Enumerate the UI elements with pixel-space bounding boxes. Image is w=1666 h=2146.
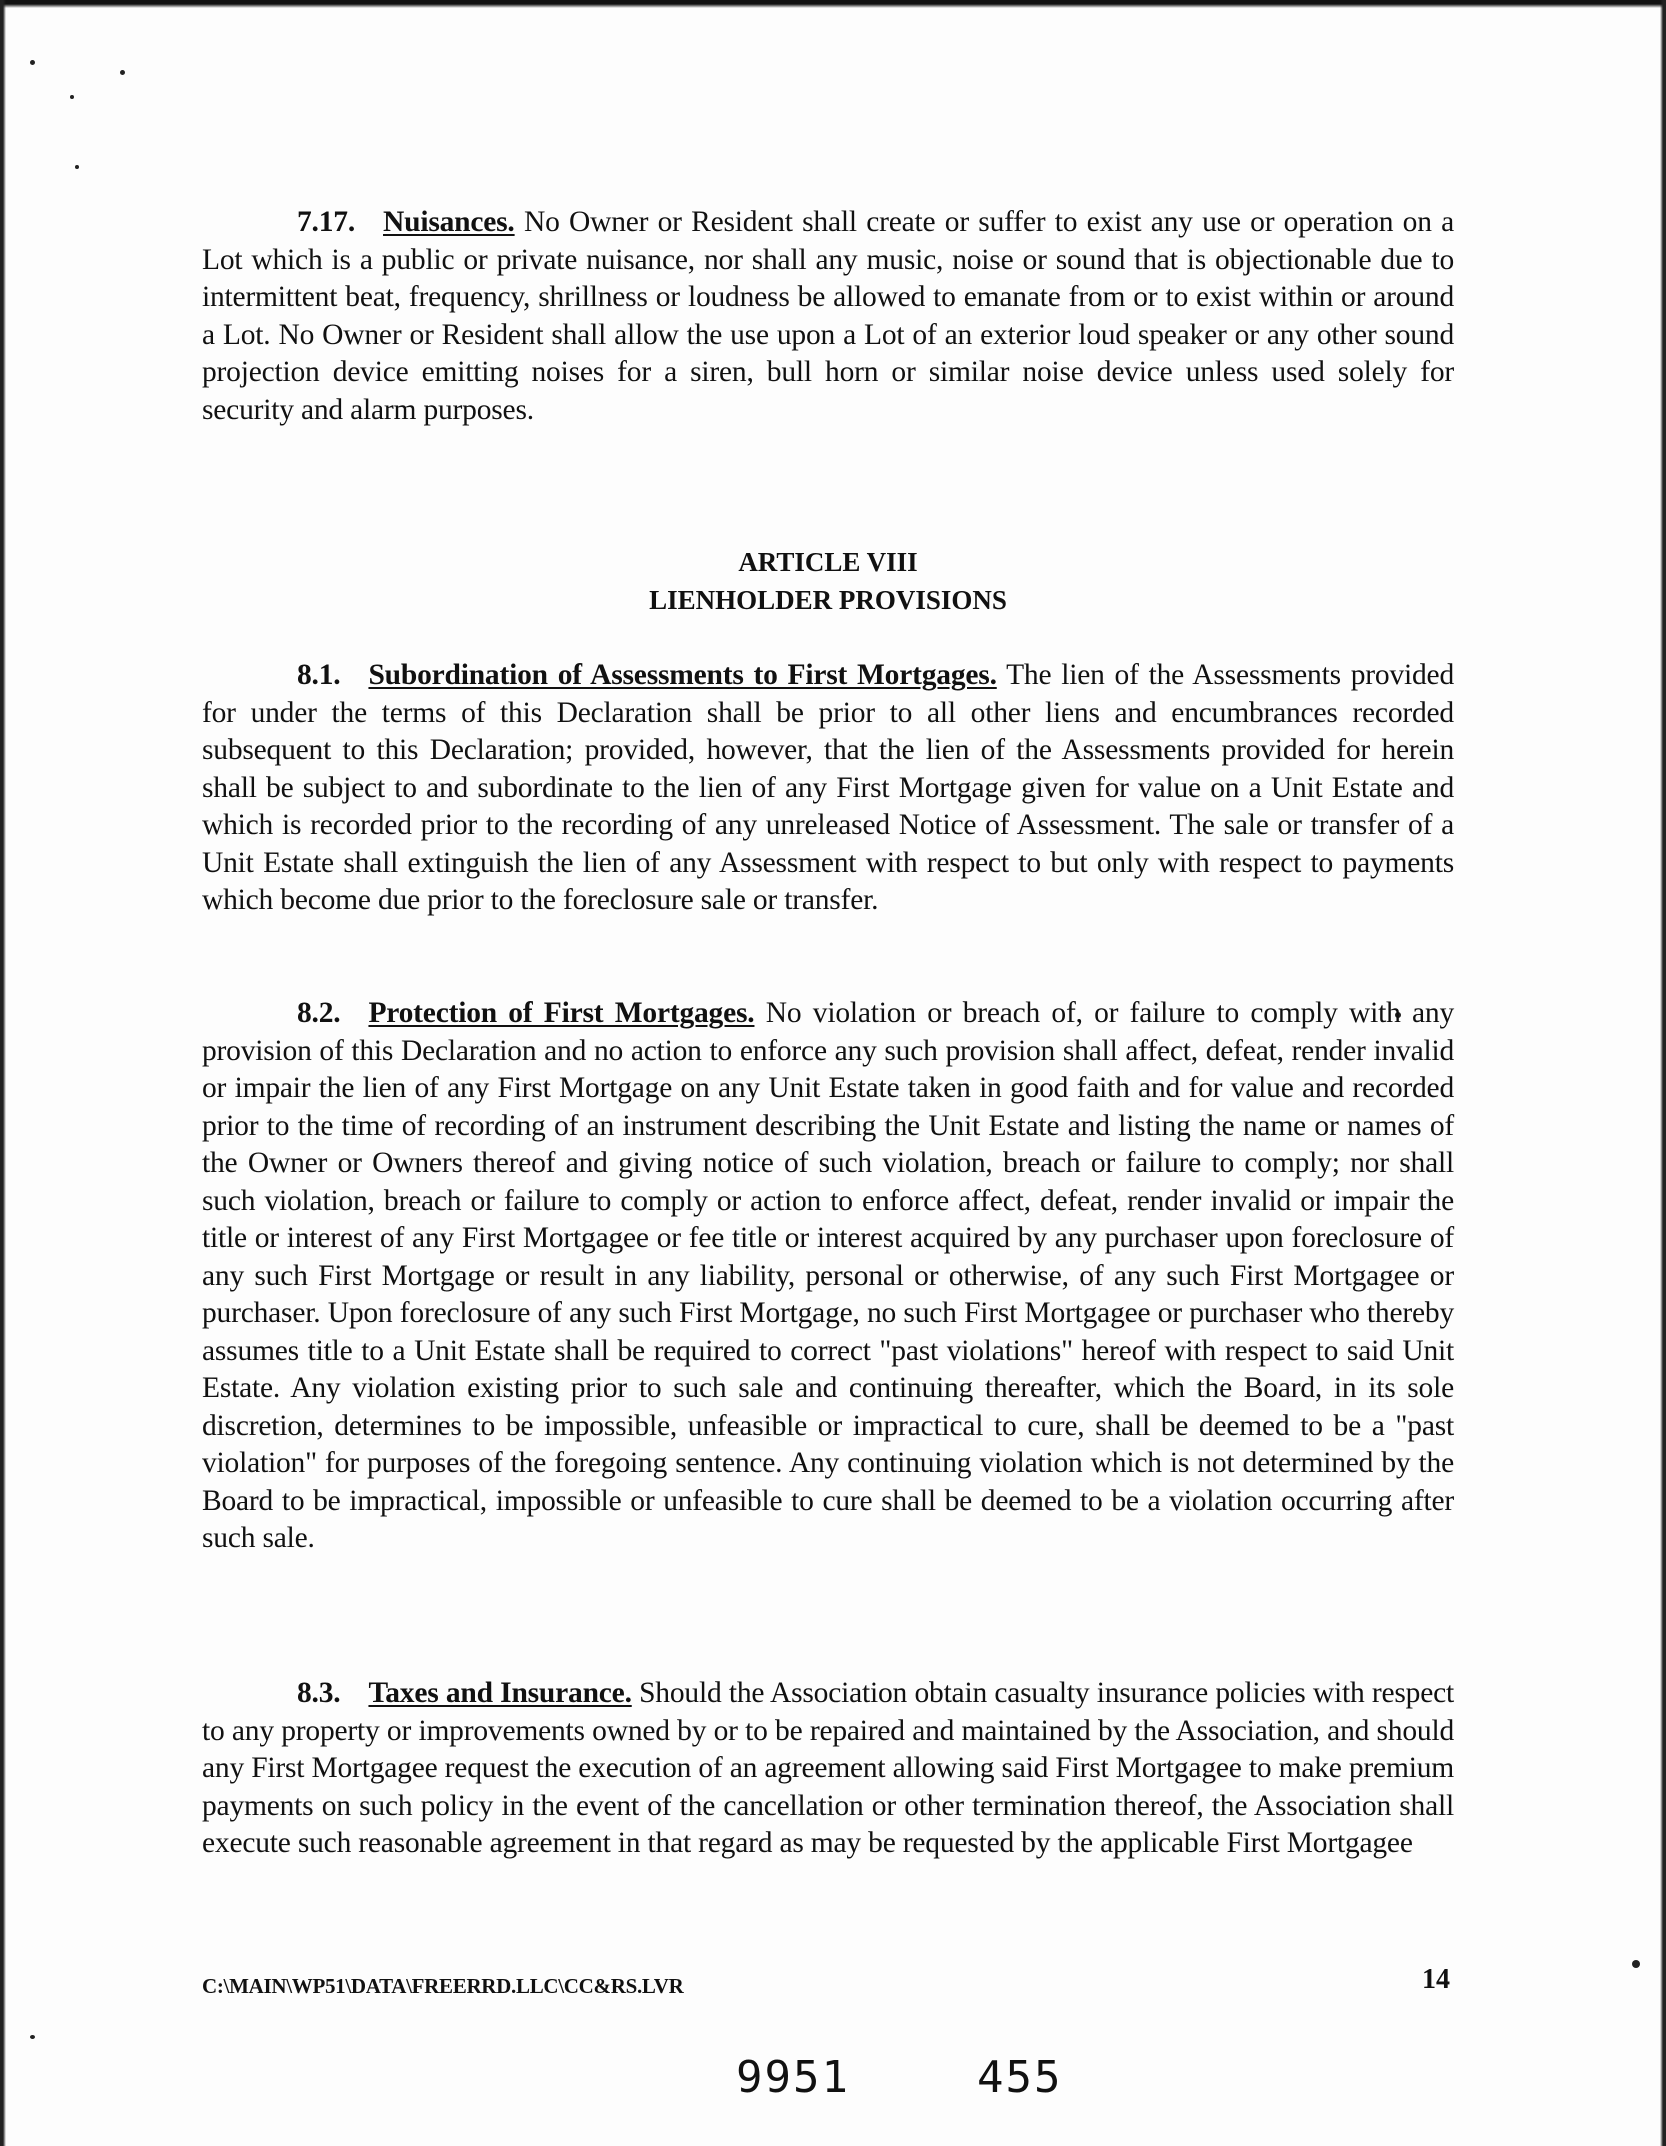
scan-speck [70,95,74,99]
scan-speck [120,70,125,75]
footer-file-path: C:\MAIN\WP51\DATA\FREERRD.LLC\CC&RS.LVR [202,1974,684,1998]
recording-stamp [736,2052,1062,2103]
section-8-2 [202,995,1454,1558]
section-heading: Nuisances. [383,206,515,238]
section-8-3 [202,1675,1454,1863]
section-8-1 [202,657,1454,920]
stamp-book-number: 9951 [736,2052,850,2103]
scan-edge-left [0,0,6,2146]
section-text: No Owner or Resident shall create or suffer to exist any use or operation on a Lot which is a public or private nuisance, nor shall any music, noise or sound that is objectionable due to intermittent beat, frequency, shrillness or loudness be allowed to emanate from or to exist within or around a Lot. No Owner or Resident shall allow the use upon a Lot of an exterior loud speaker or any other sound projection device emitting noises for a siren, bull horn or similar noise device unless used solely for security and alarm purposes. [202,206,1454,426]
article-heading [202,543,1454,619]
section-text: Should the Association obtain casualty insurance policies with respect to any property or improvements owned by or to be repaired and maintained by the Association, and should any First Mortgagee request the execution of an agreement allowing said First Mortgagee to make premium payments on such policy in the event of the cancellation or other termination thereof, the Association shall execute such reasonable agreement in that regard as may be requested by the applicable First Mortgagee [202,1677,1454,1859]
section-text: No violation or breach of, or failure to comply with any provision of this Declaration and no action to enforce any such provision shall affect, defeat, render invalid or impair the lien of any First Mortgage on any Unit Estate taken in good faith and for value and recorded prior to the time of recording of an instrument describing the Unit Estate and listing the name or names of the Owner or Owners thereof and giving notice of such violation, breach or failure to comply; nor shall such violation, breach or failure to comply or action to enforce affect, defeat, render invalid or impair the title or interest of any First Mortgagee or fee title or interest acquired by any purchaser upon foreclosure of any such First Mortgage or result in any liability, personal or otherwise, of any such First Mortgagee or purchaser. Upon foreclosure of any such First Mortgage, no such First Mortgagee or purchaser who thereby assumes title to a Unit Estate shall be required to correct "past violations" hereof with respect to said Unit Estate. Any violation existing prior to such sale and continuing thereafter, which the Board, in its sole discretion, determines to be impossible, unfeasible or impractical to cure, shall be deemed to be a "past violation" for purposes of the foregoing sentence. Any continuing violation which is not determined by the Board to be impractical, impossible or unfeasible to cure shall be deemed to be a violation occurring after such sale. [202,997,1454,1554]
scan-speck [30,60,35,65]
scan-edge-right [1660,0,1666,2146]
section-heading: Protection of First Mortgages. [368,997,755,1029]
section-heading: Subordination of Assessments to First Mortgages. [368,659,997,691]
section-number: 7.17. [297,206,356,238]
scan-speck [75,165,79,169]
scan-speck [1632,1960,1640,1968]
section-number: 8.1. [297,659,341,691]
article-subtitle: LIENHOLDER PROVISIONS [649,585,1007,615]
article-title: ARTICLE VIII [738,547,918,577]
section-7-17 [202,204,1454,429]
section-heading: Taxes and Insurance. [368,1677,632,1709]
stamp-page-number: 455 [976,2052,1063,2103]
page-number: 14 [1422,1964,1450,1995]
section-text: The lien of the Assessments provided for under the terms of this Declaration shall be prior to all other liens and encumbrances recorded subsequent to this Declaration; provided, however, that the lien of the Assessments provided for herein shall be subject to and subordinate to the lien of any First Mortgage given for value on a Unit Estate and which is recorded prior to the recording of any unreleased Notice of Assessment. The sale or transfer of a Unit Estate shall extinguish the lien of any Assessment with respect to but only with respect to payments which become due prior to the foreclosure sale or transfer. [202,659,1454,916]
section-number: 8.2. [297,997,341,1029]
scan-speck [30,2035,35,2039]
scan-edge-top [0,0,1666,8]
section-number: 8.3. [297,1677,341,1709]
